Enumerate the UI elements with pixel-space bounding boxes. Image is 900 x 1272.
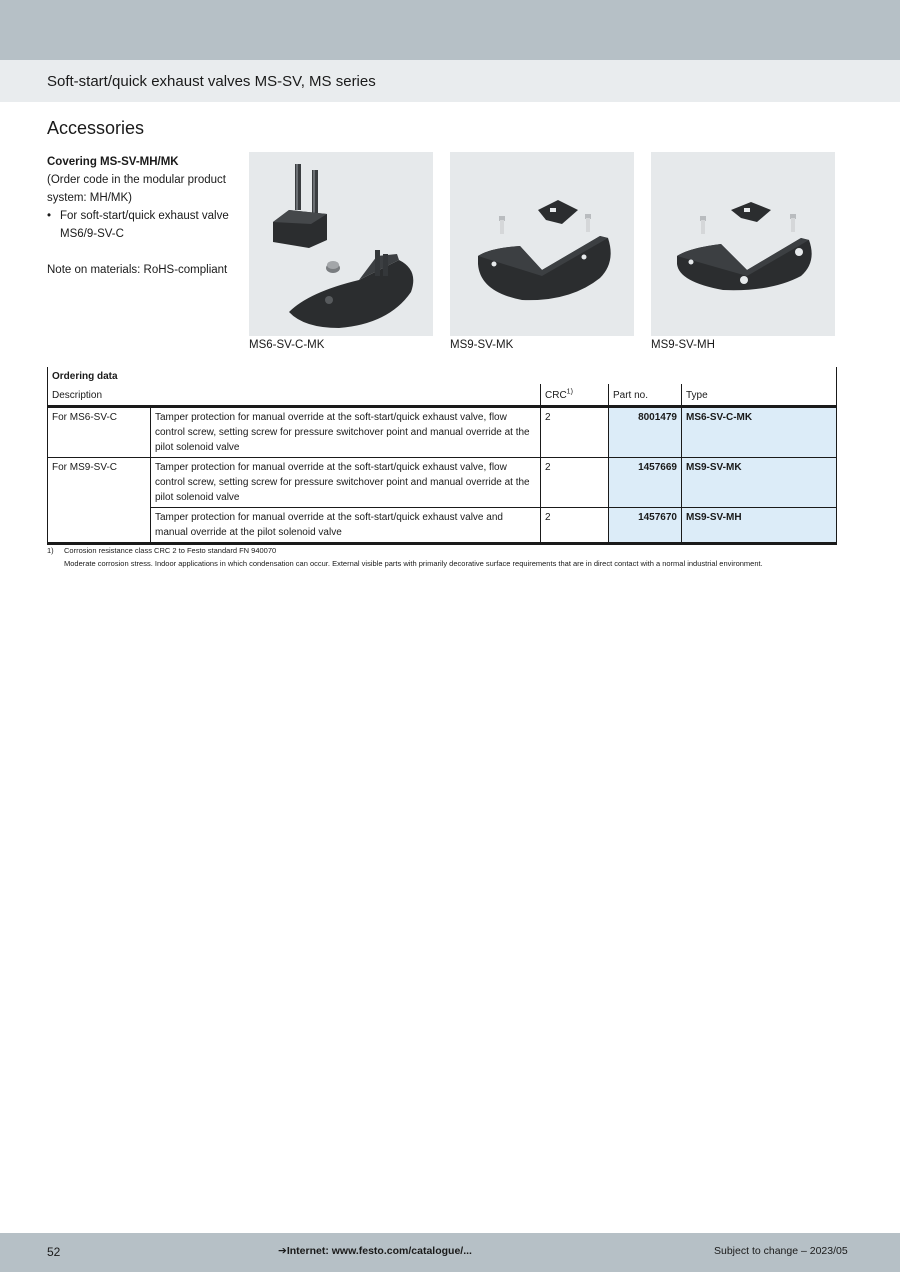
- product-image-ms6-sv-c-mk: [249, 152, 433, 336]
- row-for: For MS6-SV-C: [48, 407, 151, 458]
- table-caption-row: [48, 367, 837, 384]
- row-type: MS6-SV-C-MK: [682, 407, 837, 458]
- intro-heading: Covering MS-SV-MH/MK: [47, 156, 179, 168]
- row-part-no: 1457669: [609, 458, 682, 508]
- catalogue-link[interactable]: [278, 1245, 472, 1257]
- footnote-line-1: Corrosion resistance class CRC 2 to Festo standard FN 940070: [64, 546, 277, 555]
- intro-order-code: (Order code in the modular product system: MH/MK): [47, 174, 226, 204]
- row-crc: 2: [541, 508, 609, 544]
- bullet-dot: •: [47, 210, 52, 222]
- header-type: Type: [682, 384, 837, 407]
- row-description: Tamper protection for manual override at the soft-start/quick exhaust valve, flow control screw, setting screw for pressure switchover point and manual override at the pilot solenoid valve: [151, 458, 541, 508]
- row-description: Tamper protection for manual override at the soft-start/quick exhaust valve, flow control screw, setting screw for pressure switchover point and manual override at the pilot solenoid valve: [151, 407, 541, 458]
- product-image-ms9-sv-mk: [450, 152, 634, 336]
- page-title: Soft-start/quick exhaust valves MS-SV, MS series: [47, 73, 376, 90]
- row-description: Tamper protection for manual override at the soft-start/quick exhaust valve and manual override at the pilot solenoid valve: [151, 508, 541, 544]
- footnote-line-2: Moderate corrosion stress. Indoor applications in which condensation can occur. External visible parts with primarily decorative surface requirements that are in direct contact with a normal industrial environment.: [64, 559, 763, 568]
- arrow-right-icon: ➔: [278, 1245, 287, 1257]
- product-image-ms9-sv-mh: [651, 152, 835, 336]
- header-description: Description: [48, 384, 541, 407]
- image-caption: MS9-SV-MK: [450, 339, 514, 351]
- ordering-data-table: [47, 367, 836, 545]
- row-part-no: 8001479: [609, 407, 682, 458]
- table-caption: Ordering data: [48, 367, 837, 384]
- header-crc-note: 1): [566, 388, 573, 396]
- header-crc: [541, 384, 609, 407]
- row-crc: 2: [541, 407, 609, 458]
- header-part-no: Part no.: [609, 384, 682, 407]
- row-type: MS9-SV-MK: [682, 458, 837, 508]
- intro-block: [47, 153, 237, 279]
- page-number: 52: [47, 1245, 61, 1259]
- top-band: [0, 0, 900, 60]
- intro-bullet: [47, 207, 237, 243]
- intro-note: Note on materials: RoHS-compliant: [47, 264, 228, 276]
- table-header-row: [48, 384, 837, 407]
- section-title: Accessories: [47, 118, 145, 138]
- intro-bullet-text: For soft-start/quick exhaust valve MS6/9-SV-C: [60, 210, 229, 240]
- row-crc: 2: [541, 458, 609, 508]
- row-part-no: 1457670: [609, 508, 682, 544]
- table-row: [48, 458, 837, 508]
- header-crc-label: CRC: [545, 390, 567, 401]
- table-row: [48, 407, 837, 458]
- catalogue-link-text: Internet: www.festo.com/catalogue/...: [286, 1245, 472, 1257]
- row-for: For MS9-SV-C: [48, 458, 151, 544]
- row-type: MS9-SV-MH: [682, 508, 837, 544]
- footer-change-note: Subject to change – 2023/05: [714, 1245, 848, 1257]
- footnote-mark: 1): [47, 546, 54, 555]
- image-caption: MS9-SV-MH: [651, 339, 715, 351]
- image-caption: MS6-SV-C-MK: [249, 339, 325, 351]
- table-row: [48, 508, 837, 544]
- footnote: [47, 544, 763, 570]
